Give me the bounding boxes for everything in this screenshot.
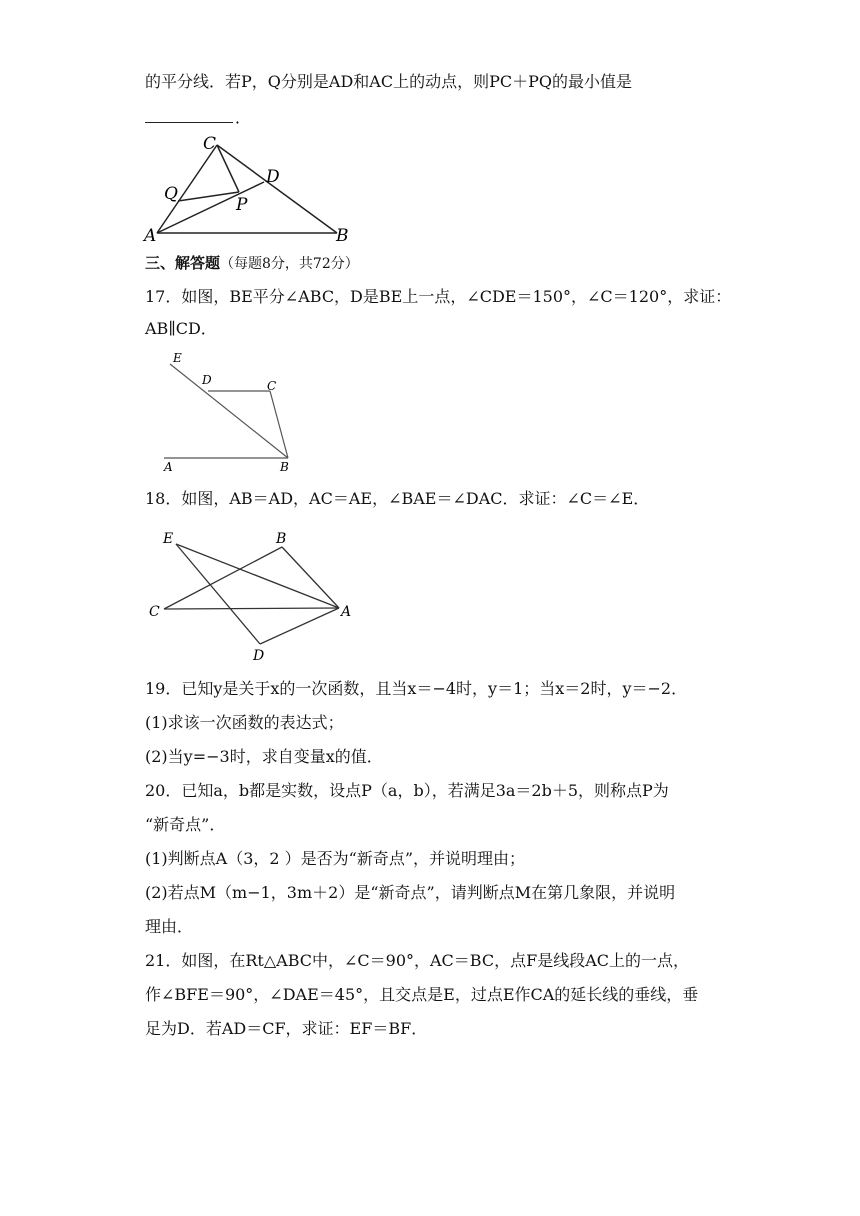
q20-text-line2: “新奇点”． xyxy=(145,815,226,834)
q18-segment-da xyxy=(260,608,339,644)
q18-segment-ca xyxy=(164,608,339,609)
q18-label-a: A xyxy=(341,604,352,620)
section-note: （每题8分，共72分） xyxy=(220,256,359,272)
q20-text-line1: 20．已知a，b都是实数，设点P（a，b），若满足3a＝2b＋5，则称点P为 xyxy=(145,781,669,800)
q18-text-line1: 18．如图，AB＝AD，AC＝AE，∠BAE＝∠DAC．求证：∠C＝∠E． xyxy=(145,489,650,508)
q18-label-e: E xyxy=(163,531,174,547)
q20-part2-line1: (2)若点M（m−1，3m＋2）是“新奇点”，请判断点M在第几象限，并说明 xyxy=(145,883,676,902)
q21-text-line3: 足为D．若AD＝CF，求证：EF＝BF． xyxy=(145,1019,428,1038)
q17-label-c: C xyxy=(267,379,277,393)
q19-part1: (1)求该一次函数的表达式； xyxy=(145,713,344,732)
q16-segment-qp xyxy=(178,192,239,201)
q16-triangle-figure xyxy=(140,130,360,245)
q17-label-a: A xyxy=(164,460,173,474)
q16-period: ． xyxy=(235,108,252,127)
q18-segment-ed xyxy=(176,544,260,644)
q16-segment-cb xyxy=(217,145,337,233)
q18-segment-ba xyxy=(282,547,339,608)
q18-label-d: D xyxy=(253,648,265,664)
q17-label-e: E xyxy=(173,351,182,365)
q17-segment-cb xyxy=(270,391,288,458)
q18-figure xyxy=(145,525,360,665)
section-heading xyxy=(145,251,725,276)
q20-part2-line2: 理由． xyxy=(145,917,194,936)
q16-label-q: Q xyxy=(164,184,178,204)
q16-label-p: P xyxy=(236,195,248,215)
q17-label-b: B xyxy=(280,460,289,474)
q18-label-b: B xyxy=(276,531,287,547)
q16-label-b: B xyxy=(336,226,349,246)
q16-label-a: A xyxy=(144,226,157,246)
q16-text-line1: 的平分线．若P，Q分别是AD和AC上的动点，则PC＋PQ的最小值是 xyxy=(145,72,632,91)
q19-part2: (2)当y=−3时，求自变量x的值． xyxy=(145,747,383,766)
q16-label-d: D xyxy=(266,167,280,187)
q19-text-line1: 19．已知y是关于x的一次函数，且当x＝−4时，y＝1；当x＝2时，y＝−2． xyxy=(145,679,688,698)
q21-text-line1: 21．如图，在Rt△ABC中，∠C＝90°，AC＝BC，点F是线段AC上的一点， xyxy=(145,951,689,970)
section-title: 三、解答题 xyxy=(145,254,221,272)
q20-part1: (1)判断点A（3，2 ）是否为“新奇点”，并说明理由； xyxy=(145,849,526,868)
q16-segment-cp xyxy=(217,145,239,192)
q18-label-c: C xyxy=(149,604,160,620)
q18-segment-ea xyxy=(176,544,339,608)
q21-text-line2: 作∠BFE＝90°，∠DAE＝45°，且交点是E，过点E作CA的延长线的垂线，垂 xyxy=(145,985,699,1004)
q17-text-line2: AB∥CD． xyxy=(145,319,217,338)
q16-answer-blank[interactable] xyxy=(145,106,233,123)
q17-figure xyxy=(160,350,300,475)
q17-text-line1: 17．如图，BE平分∠ABC，D是BE上一点，∠CDE＝150°，∠C＝120°，求证： xyxy=(145,287,732,306)
q17-label-d: D xyxy=(202,373,212,387)
q16-text-line2 xyxy=(145,106,725,130)
q16-label-c: C xyxy=(203,134,217,154)
